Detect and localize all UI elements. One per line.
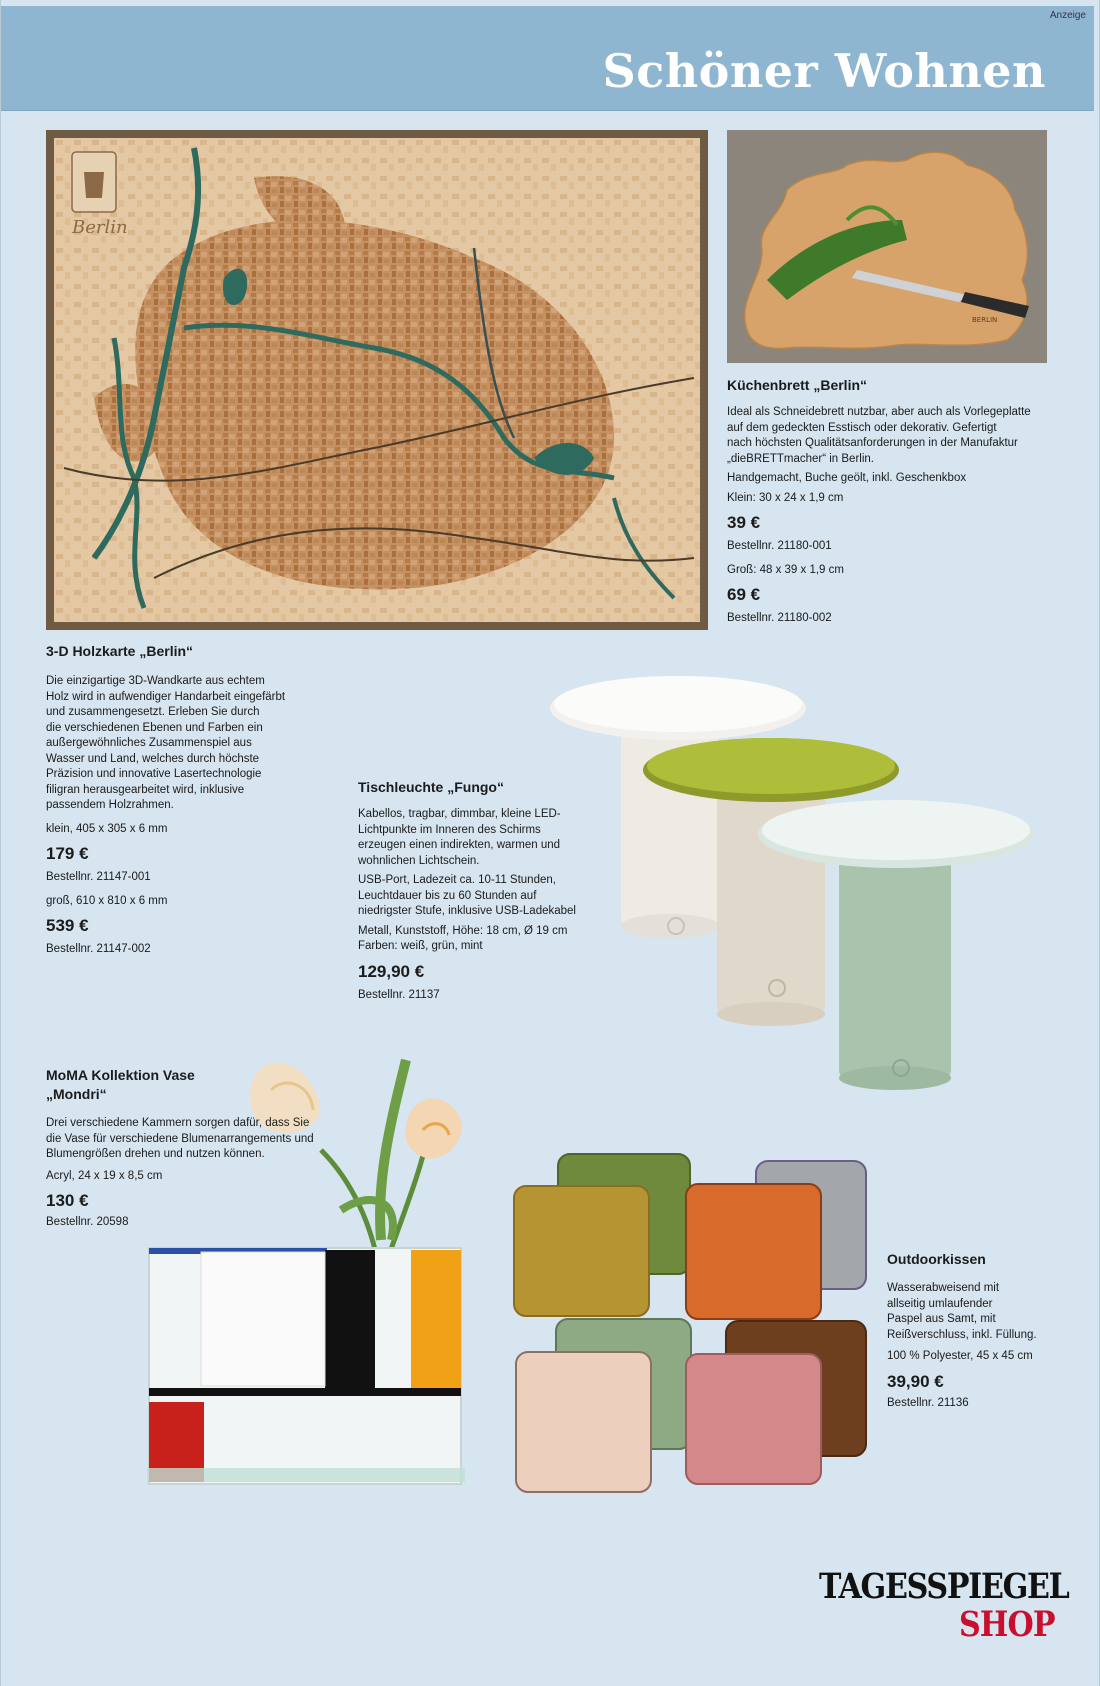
lamp-description: [358, 807, 608, 869]
vase-title: [46, 1066, 346, 1104]
map-desc-line: Präzision und innovative Lasertechnologie: [46, 768, 262, 780]
cutting-board-image: [727, 130, 1047, 363]
map-desc-line: die verschiedenen Ebenen und Farben ein: [46, 721, 263, 734]
board-desc-line: nach höchsten Qualitätsanforderungen in der Manufaktur: [727, 437, 1018, 449]
lamp-desc-line: Leuchtdauer bis zu 60 Stunden auf: [358, 889, 537, 902]
board-title: Küchenbrett „Berlin“: [727, 377, 868, 393]
lamp-spec-line: Metall, Kunststoff, Höhe: 18 cm, Ø 19 cm: [358, 924, 568, 937]
map-desc-line: Wasser und Land, welches durch höchste: [46, 752, 260, 765]
board-desc-line: „dieBRETTmacher“ in Berlin.: [727, 452, 874, 465]
lamp-image: [541, 668, 1041, 1108]
wooden-map-image: [46, 130, 708, 630]
map-berlin-label: Berlin: [72, 217, 128, 238]
lamp-title: Tischleuchte „Fungo“: [358, 779, 504, 795]
board-berlin-label: BERLIN: [972, 316, 998, 324]
lamp-spec: [358, 924, 608, 955]
lamp-price: 129,90 €: [358, 961, 425, 981]
map-description: [46, 674, 346, 814]
logo-line-1: TAGESSPIEGEL: [819, 1566, 1069, 1607]
board-desc-line: auf dem gedeckten Esstisch oder dekorativ. Gefertigt: [727, 421, 997, 434]
vase-description: [46, 1116, 346, 1163]
map-size-small: klein, 405 x 305 x 6 mm: [46, 822, 168, 835]
board-desc-line: Ideal als Schneidebrett nutzbar, aber auch als Vorlegeplatte: [727, 406, 1031, 418]
cushion-desc-line: Paspel aus Samt, mit: [887, 1313, 996, 1325]
lamp-desc-line: Lichtpunkte im Inneren des Schirms: [358, 823, 541, 836]
board-detail: Handgemacht, Buche geölt, inkl. Geschenkbox: [727, 472, 967, 484]
vase-desc-line: die Vase für verschiedene Blumenarrangements und: [46, 1132, 314, 1145]
cushion-desc-line: allseitig umlaufender: [887, 1297, 993, 1310]
map-product-info: [46, 642, 346, 958]
lamp-desc-line: niedrigster Stufe, inklusive USB-Ladekabel: [358, 905, 576, 917]
lamp-desc-line: USB-Port, Ladezeit ca. 10-11 Stunden,: [358, 874, 556, 886]
vase-price: 130 €: [46, 1191, 89, 1210]
map-order-small: Bestellnr. 21147-001: [46, 871, 151, 883]
vase-product-info: [46, 1066, 346, 1231]
cushion-spec: 100 % Polyester, 45 x 45 cm: [887, 1350, 1033, 1362]
map-title: 3-D Holzkarte „Berlin“: [46, 643, 194, 659]
board-product-info: [727, 376, 1057, 627]
cushion-description: [887, 1281, 1087, 1343]
board-order-small: Bestellnr. 21180-001: [727, 540, 832, 552]
header-banner: [1, 6, 1094, 111]
vase-spec: Acryl, 24 x 19 x 8,5 cm: [46, 1169, 163, 1182]
board-price-small: 39 €: [727, 513, 761, 532]
map-desc-line: Holz wird in aufwendiger Handarbeit eingefärbt: [46, 690, 286, 703]
logo-line-2: SHOP: [959, 1604, 1055, 1645]
board-size-small: Klein: 30 x 24 x 1,9 cm: [727, 491, 844, 504]
vase-title-line: MoMA Kollektion Vase: [46, 1067, 195, 1083]
brand-title: Schöner Wohnen: [602, 44, 1046, 98]
map-order-large: Bestellnr. 21147-002: [46, 943, 151, 955]
cushion-product-info: [887, 1250, 1087, 1411]
tagesspiegel-shop-logo[interactable]: [819, 1566, 1069, 1646]
cushion-desc-line: Reißverschluss, inkl. Füllung.: [887, 1328, 1037, 1341]
vase-desc-line: Blumengrößen drehen und nutzen können.: [46, 1148, 265, 1160]
lamp-desc-line: wohnlichen Lichtschein.: [358, 854, 480, 867]
vase-order: Bestellnr. 20598: [46, 1216, 129, 1228]
map-desc-line: und zusammengesetzt. Erleben Sie durch: [46, 706, 260, 718]
map-desc-line: Die einzigartige 3D-Wandkarte aus echtem: [46, 675, 265, 687]
map-desc-line: außergewöhnliches Zusammenspiel aus: [46, 737, 252, 749]
board-description: [727, 405, 1057, 467]
cushion-order: Bestellnr. 21136: [887, 1396, 969, 1409]
vase-title-line: „Mondri“: [46, 1086, 107, 1102]
map-illustration: [54, 138, 700, 622]
lamp-desc-line: Kabellos, tragbar, dimmbar, kleine LED-: [358, 808, 561, 820]
map-price-small: 179 €: [46, 844, 89, 863]
map-desc-line: filigran herausgearbeitet wird, inklusive: [46, 783, 245, 796]
ad-label: Anzeige: [1049, 10, 1086, 21]
board-size-large: Groß: 48 x 39 x 1,9 cm: [727, 563, 844, 576]
cushion-desc-line: Wasserabweisend mit: [887, 1282, 1000, 1294]
board-order-large: Bestellnr. 21180-002: [727, 612, 832, 624]
lamp-product-info: [358, 778, 608, 1003]
map-price-large: 539 €: [46, 916, 89, 935]
lamp-description-2: [358, 873, 608, 920]
cushion-title: Outdoorkissen: [887, 1251, 986, 1267]
map-size-large: groß, 610 x 810 x 6 mm: [46, 894, 168, 907]
lamp-spec-line: Farben: weiß, grün, mint: [358, 940, 483, 952]
lamp-order: Bestellnr. 21137: [358, 988, 440, 1001]
map-desc-line: passendem Holzrahmen.: [46, 799, 174, 811]
cushion-image: [506, 1146, 871, 1494]
board-price-large: 69 €: [727, 585, 761, 604]
cushion-price: 39,90 €: [887, 1371, 944, 1391]
vase-desc-line: Drei verschiedene Kammern sorgen dafür, dass Sie: [46, 1117, 310, 1129]
lamp-desc-line: erzeugen einen indirekten, warmen und: [358, 839, 561, 851]
